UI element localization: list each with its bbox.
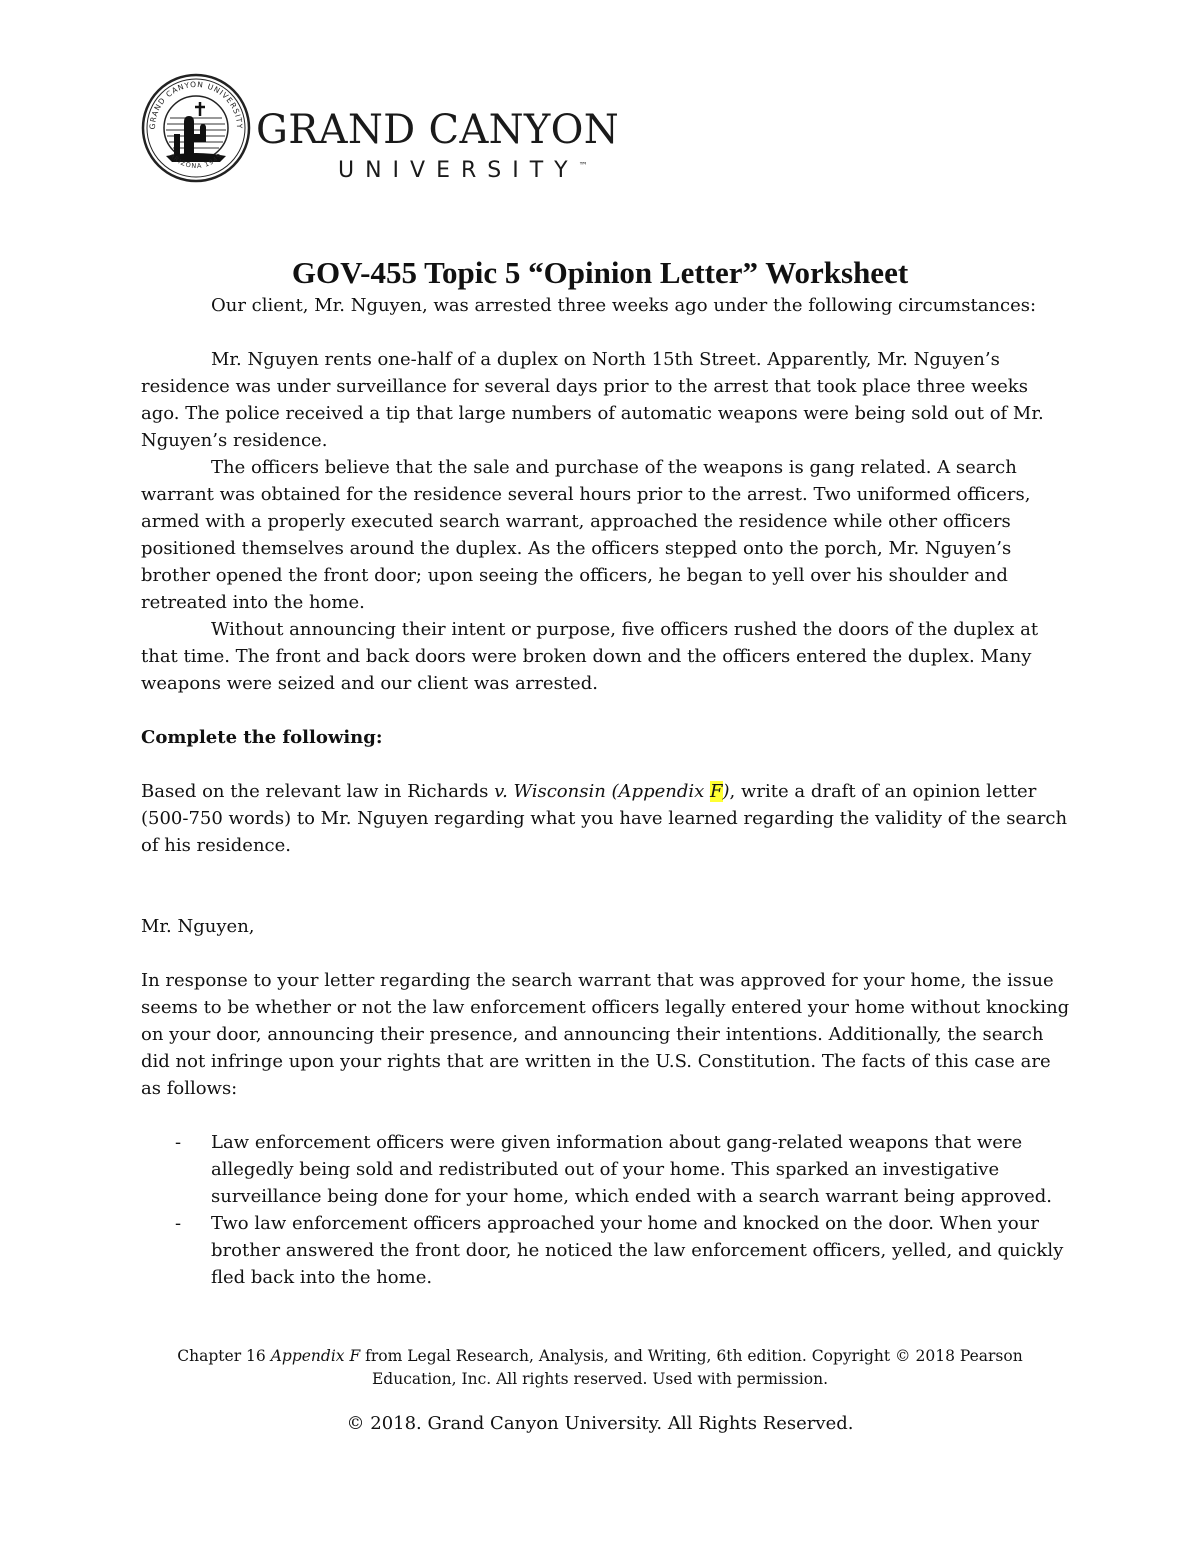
intro-paragraph: Our client, Mr. Nguyen, was arrested three weeks ago under the following circumstances:	[211, 295, 1037, 316]
facts-paragraph-1: Mr. Nguyen rents one-half of a duplex on North 15th Street. Apparently, Mr. Nguyen’s residence was under surveillance for several days prior to the arrest that took place three weeks ago. The police received a tip that large numbers of automatic weapons were being sold out of Mr. Nguyen’s residence.	[141, 349, 1044, 451]
letter-salutation: Mr. Nguyen,	[141, 916, 255, 937]
wordmark-name: GRAND CANYON	[256, 107, 620, 153]
list-item: - Two law enforcement officers approached your home and knocked on the door. When your brother answered the front door, he noticed the law enforcement officers, yelled, and quickly fled back into the home.	[141, 1210, 1071, 1291]
wordmark	[256, 108, 619, 183]
document-body	[141, 292, 1071, 1291]
bullet-dash: -	[175, 1213, 182, 1234]
case-name: v. Wisconsin (Appendix F)	[494, 781, 730, 802]
facts-list	[141, 1129, 1071, 1291]
instructions-heading: Complete the following:	[141, 727, 383, 748]
svg-text:ARIZONA 1949: ARIZONA 1949	[168, 151, 224, 171]
university-seal-icon	[140, 72, 252, 184]
facts-paragraph-3: Without announcing their intent or purpose, five officers rushed the doors of the duplex at that time. The front and back doors were broken down and the officers entered the duplex. Many weapons were seized and our client was arrested.	[141, 619, 1039, 694]
gcu-logo	[140, 72, 620, 192]
letter-opening-paragraph: In response to your letter regarding the search warrant that was approved for your home, the issue seems to be whether or not the law enforcement officers legally entered your home without knocking on your door, announcing their presence, and announcing their intentions. Additionally, the search did not infringe upon your rights that are written in the U.S. Constitution. The facts of this case are as follows:	[141, 970, 1070, 1099]
wordmark-university: UNIVERSITY™	[338, 158, 588, 183]
copyright-notice: © 2018. Grand Canyon University. All Rights Reserved.	[346, 1413, 854, 1434]
highlighted-appendix-letter: F	[710, 781, 723, 802]
list-item: - Law enforcement officers were given information about gang-related weapons that were allegedly being sold and redistributed out of your home. This sparked an investigative surveillance being done for your home, which ended with a search warrant being approved.	[141, 1129, 1071, 1210]
bullet-dash: -	[175, 1132, 182, 1153]
page-title: GOV-455 Topic 5 “Opinion Letter” Worksheet	[291, 254, 909, 290]
page-footer-citation: Chapter 16 Appendix F from Legal Research, Analysis, and Writing, 6th edition. Copyright © 2018 Pearson Education, Inc. All rights reserved. Used with permission.	[177, 1347, 1023, 1388]
svg-text:GRAND CANYON UNIVERSITY: GRAND CANYON UNIVERSITY	[147, 79, 245, 130]
instructions-paragraph: Based on the relevant law in Richards v. Wisconsin (Appendix F), write a draft of an opinion letter (500-750 words) to Mr. Nguyen regarding what you have learned regarding the validity of the search of his residence.	[141, 781, 1068, 856]
trademark-symbol: ™	[578, 161, 588, 172]
facts-paragraph-2: The officers believe that the sale and purchase of the weapons is gang related. A search warrant was obtained for the residence several hours prior to the arrest. Two uniformed officers, armed with a properly executed search warrant, approached the residence while other officers positioned themselves around the duplex. As the officers stepped onto the porch, Mr. Nguyen’s brother opened the front door; upon seeing the officers, he began to yell over his shoulder and retreated into the home.	[141, 457, 1031, 613]
